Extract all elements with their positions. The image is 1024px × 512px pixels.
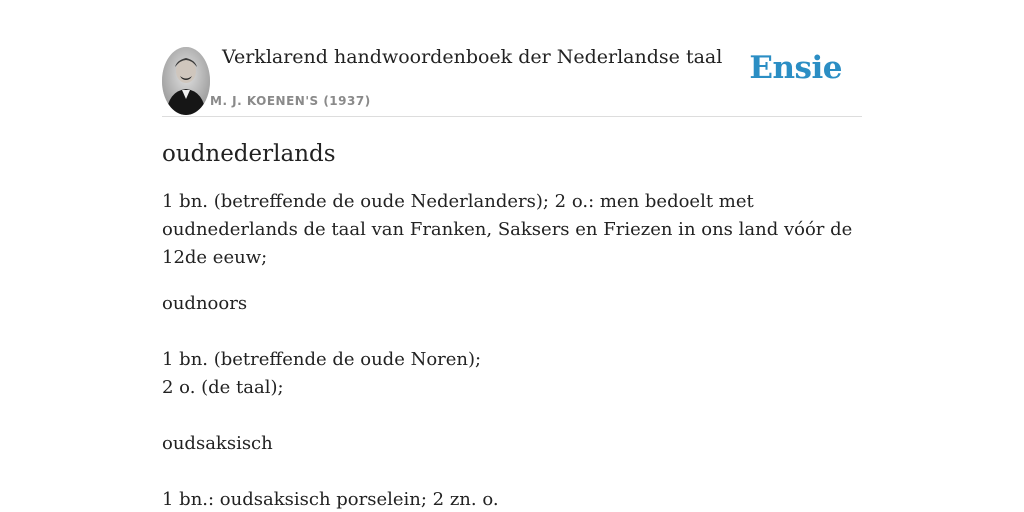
- author-portrait-icon: [162, 47, 210, 115]
- book-subtitle: M. J. KOENEN'S (1937): [210, 94, 371, 108]
- site-title-link[interactable]: Verklarend handwoordenboek der Nederlandse taal: [222, 46, 723, 68]
- article-content: [162, 136, 862, 512]
- site-header: [162, 40, 862, 117]
- entry-headword: oudnederlands: [162, 141, 336, 167]
- portrait-image: [162, 47, 210, 115]
- entry-line: [162, 402, 862, 430]
- related-entries: [162, 290, 862, 512]
- entry-line: oudsaksisch: [162, 433, 273, 454]
- brand-logo-link[interactable]: Ensie: [749, 50, 842, 86]
- entry-line: [162, 318, 862, 346]
- entry-line: oudnoors: [162, 293, 248, 314]
- entry-line: 1 bn.: oudsaksisch porselein; 2 zn. o.: [162, 489, 499, 510]
- entry-line: [162, 458, 862, 486]
- entry-line: 1 bn. (betreffende de oude Noren);: [162, 349, 482, 370]
- entry-line: 2 o. (de taal);: [162, 377, 284, 398]
- entry-definition: 1 bn. (betreffende de oude Nederlanders); 2 o.: men bedoelt met oudnederlands de taal van Franken, Saksers en Friezen in ons land vóór de 12de eeuw;: [162, 191, 853, 268]
